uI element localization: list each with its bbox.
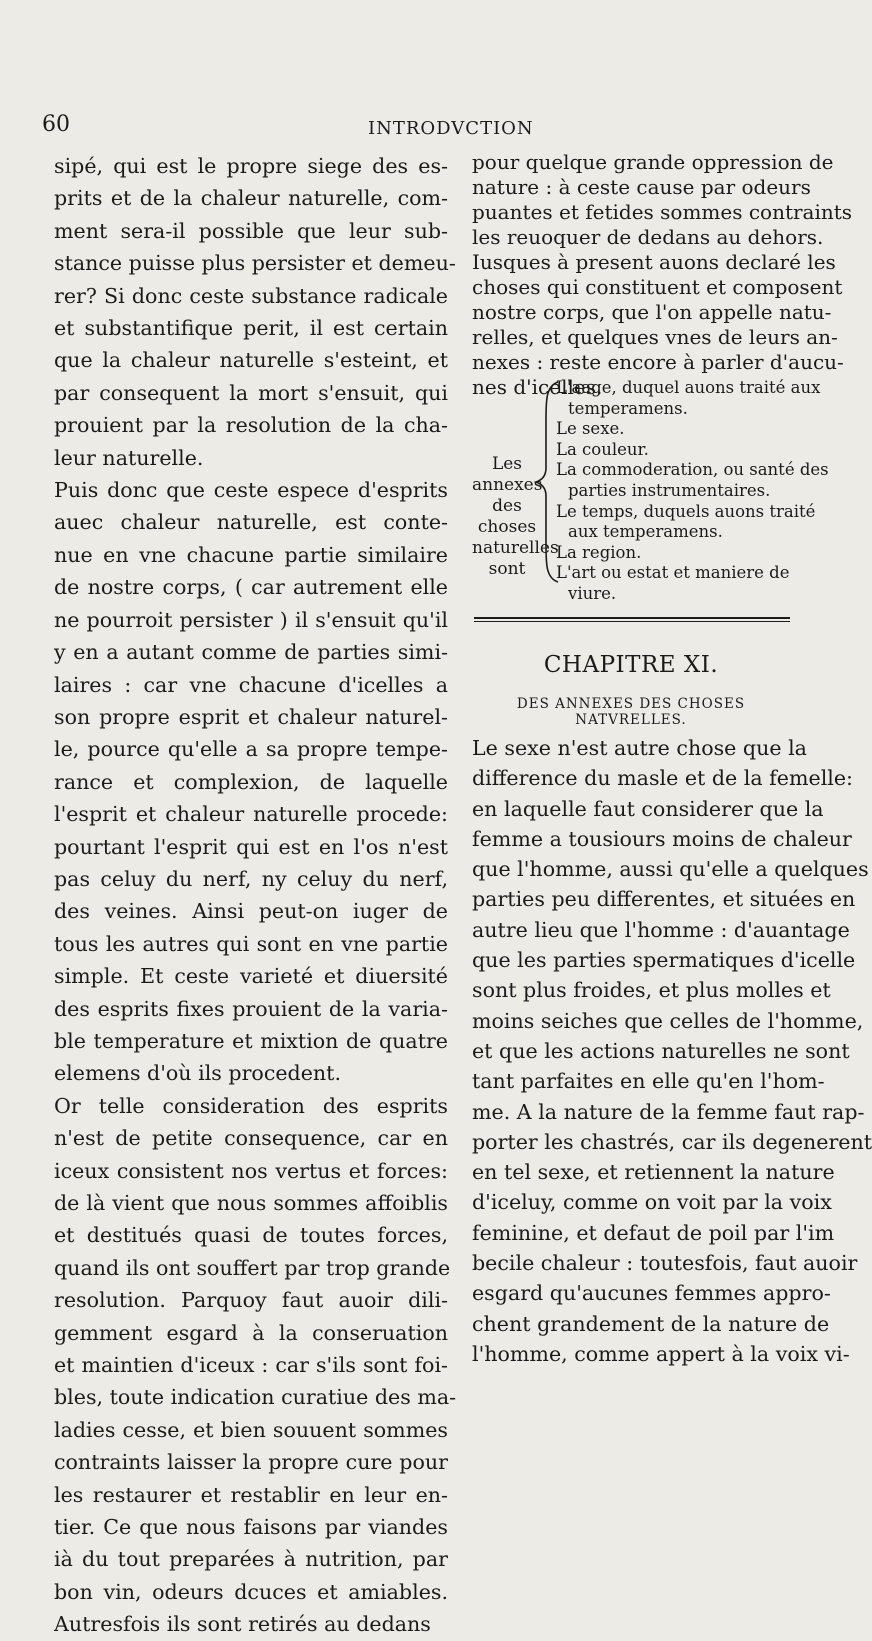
text-line: contraints laisser la propre cure pour (54, 1450, 448, 1475)
text-line: Iusques à present auons declaré les (472, 250, 836, 274)
text-line: moins seiches que celles de l'homme, (472, 1008, 864, 1033)
text-line: prits et de la chaleur naturelle, com- (54, 186, 448, 211)
annex-table (472, 378, 829, 603)
text-line: relles, et quelques vnes de leurs an- (472, 325, 838, 349)
text-line: Or telle consideration des esprits (54, 1093, 448, 1118)
right-column-top (472, 150, 853, 400)
text-line: et substantifique perit, il est certain (54, 316, 448, 341)
text-line: sont plus froides, et plus molles et (472, 978, 831, 1003)
chapter-subtitle: DES ANNEXES DES CHOSES NATVRELLES. (516, 696, 746, 728)
text-line: de là vient que nous sommes affoiblis (54, 1191, 448, 1215)
text-line: de nostre corps, ( car autrement elle (54, 575, 448, 600)
text-line: bon vin, odeurs dcuces et amiables. (54, 1579, 448, 1604)
text-line: n'est de petite consequence, car en (54, 1126, 448, 1151)
text-line: femme a tousiours moins de chaleur (472, 826, 852, 851)
annex-entry-line: L'art ou estat et maniere de (556, 563, 790, 583)
text-line: leur naturelle. (54, 445, 204, 470)
text-line: autre lieu que l'homme : d'auantage (472, 917, 850, 942)
text-line: me. A la nature de la femme faut rap- (472, 1099, 865, 1124)
text-line: chent grandement de la nature de (472, 1311, 830, 1336)
annex-table-entries (556, 378, 829, 605)
annex-entry-line: La commoderation, ou santé des (556, 460, 829, 480)
text-line: et que les actions naturelles ne sont (472, 1038, 850, 1063)
text-line: que les parties spermatiques d'icelle (472, 948, 856, 973)
text-line: que l'homme, aussi qu'elle a quelques (472, 857, 869, 882)
chapter-rule-thin (474, 621, 790, 622)
annex-lead-line: sont (488, 559, 526, 579)
text-line: des esprits fixes prouient de la varia- (54, 996, 448, 1021)
text-line: ble temperature et mixtion de quatre (54, 1028, 448, 1053)
text-line: bles, toute indication curatiue des ma- (54, 1385, 457, 1410)
annex-entry-line: L'aage, duquel auons traité aux (556, 378, 821, 397)
text-line: pour quelque grande oppression de (472, 150, 834, 174)
text-line: en tel sexe, et retiennent la nature (472, 1160, 835, 1185)
text-line: en laquelle faut considerer que la (472, 796, 824, 821)
text-line: elemens d'où ils procedent. (54, 1061, 341, 1086)
chapter-body (472, 733, 872, 1369)
text-line: Autresfois ils sont retirés au dedans (54, 1612, 431, 1637)
text-line: et maintien d'iceux : car s'ils sont foi- (54, 1353, 448, 1378)
text-line: auec chaleur naturelle, est conte- (54, 510, 448, 535)
running-head: INTRODVCTION (368, 118, 534, 139)
text-line: parties peu differentes, et situées en (472, 887, 856, 912)
text-line: ladies cesse, et bien souuent sommes (54, 1417, 448, 1442)
text-line: les restaurer et restablir en leur en- (54, 1482, 448, 1507)
text-line: esgard qu'aucunes femmes appro- (472, 1281, 831, 1306)
text-line: rance et complexion, de laquelle (54, 769, 448, 794)
text-line: porter les chastrés, car ils degenerent (472, 1129, 872, 1154)
annex-entry-line: parties instrumentaires. (568, 480, 771, 500)
text-line: les reuoquer de dedans au dehors. (472, 225, 824, 249)
text-line: prouient par la resolution de la cha- (54, 413, 448, 438)
text-line: choses qui constituent et composent (472, 275, 843, 299)
text-line: le, pource qu'elle a sa propre tempe- (54, 737, 448, 762)
text-line: l'homme, comme appert à la voix vi- (472, 1341, 850, 1366)
text-line: puantes et fetides sommes contraints (472, 200, 853, 224)
text-line: l'esprit et chaleur naturelle procede: (54, 802, 448, 827)
chapter-title: CHAPITRE XI. (543, 652, 719, 678)
text-line: rer? Si donc ceste substance radicale (54, 283, 448, 308)
page-number: 60 (42, 112, 70, 137)
text-line: ment sera-il possible que leur sub- (54, 218, 448, 243)
text-line: ne pourroit persister ) il s'ensuit qu'il (54, 607, 448, 632)
text-line: Le sexe n'est autre chose que la (472, 736, 807, 760)
annex-entry-line: La couleur. (556, 439, 649, 459)
annex-lead-line: naturelles (472, 538, 559, 558)
text-line: pas celuy du nerf, ny celuy du nerf, (54, 866, 448, 891)
annex-entry-line: Le temps, duquels auons traité (556, 501, 816, 521)
text-line: tier. Ce que nous faisons par viandes (54, 1515, 448, 1540)
text-line: feminine, et defaut de poil par l'im (472, 1220, 835, 1245)
text-line: nes d'icelles. (472, 375, 603, 399)
annex-entry-line: viure. (568, 583, 617, 603)
annex-lead-line: choses (477, 517, 537, 537)
text-line: pourtant l'esprit qui est en l'os n'est (54, 834, 448, 859)
text-line: nexes : reste encore à parler d'aucu- (472, 350, 844, 374)
text-line: des veines. Ainsi peut-on iuger de (54, 899, 448, 924)
text-line: et destitués quasi de toutes forces, (54, 1223, 448, 1248)
text-line: iceux consistent nos vertus et forces: (54, 1158, 448, 1183)
text-line: simple. Et ceste varieté et diuersité (54, 964, 448, 989)
text-line: laires : car vne chacune d'icelles a (54, 672, 448, 697)
text-line: becile chaleur : toutesfois, faut auoir (472, 1251, 858, 1276)
text-line: nostre corps, que l'on appelle natu- (472, 300, 832, 324)
annex-entry-line: aux temperamens. (568, 522, 723, 542)
text-line: y en a autant comme de parties simi- (54, 640, 448, 665)
text-line: ià du tout preparées à nutrition, par (54, 1547, 448, 1572)
annex-entry-line: La region. (556, 542, 642, 562)
left-column (54, 150, 457, 1641)
text-line: nature : à ceste cause par odeurs (472, 175, 811, 199)
text-line: son propre esprit et chaleur naturel- (54, 704, 448, 729)
text-line: sipé, qui est le propre siege des es- (54, 154, 448, 178)
chapter-rule-thick (474, 617, 790, 619)
annex-entry-line: temperamens. (568, 398, 688, 418)
annex-lead-line: Les (491, 454, 523, 474)
text-line: gemment esgard à la conseruation (54, 1320, 448, 1345)
text-line: tous les autres qui sont en vne partie (54, 931, 448, 956)
text-line: resolution. Parquoy faut auoir dili- (54, 1288, 448, 1313)
text-line: par consequent la mort s'ensuit, qui (54, 380, 448, 405)
text-line: d'iceluy, comme on voit par la voix (472, 1190, 832, 1215)
annex-lead-line: des (492, 496, 522, 516)
text-line: tant parfaites en elle qu'en l'hom- (472, 1069, 825, 1094)
text-line: stance puisse plus persister et demeu- (54, 251, 456, 276)
text-line: difference du masle et de la femelle: (472, 766, 853, 791)
text-line: que la chaleur naturelle s'esteint, et (54, 348, 448, 373)
text-line: Puis donc que ceste espece d'esprits (54, 478, 448, 503)
annex-lead-line: annexes (472, 475, 543, 495)
annex-entry-line: Le sexe. (556, 419, 625, 439)
text-line: quand ils ont souffert par trop grande (54, 1255, 451, 1280)
text-line: nue en vne chacune partie similaire (54, 542, 448, 567)
